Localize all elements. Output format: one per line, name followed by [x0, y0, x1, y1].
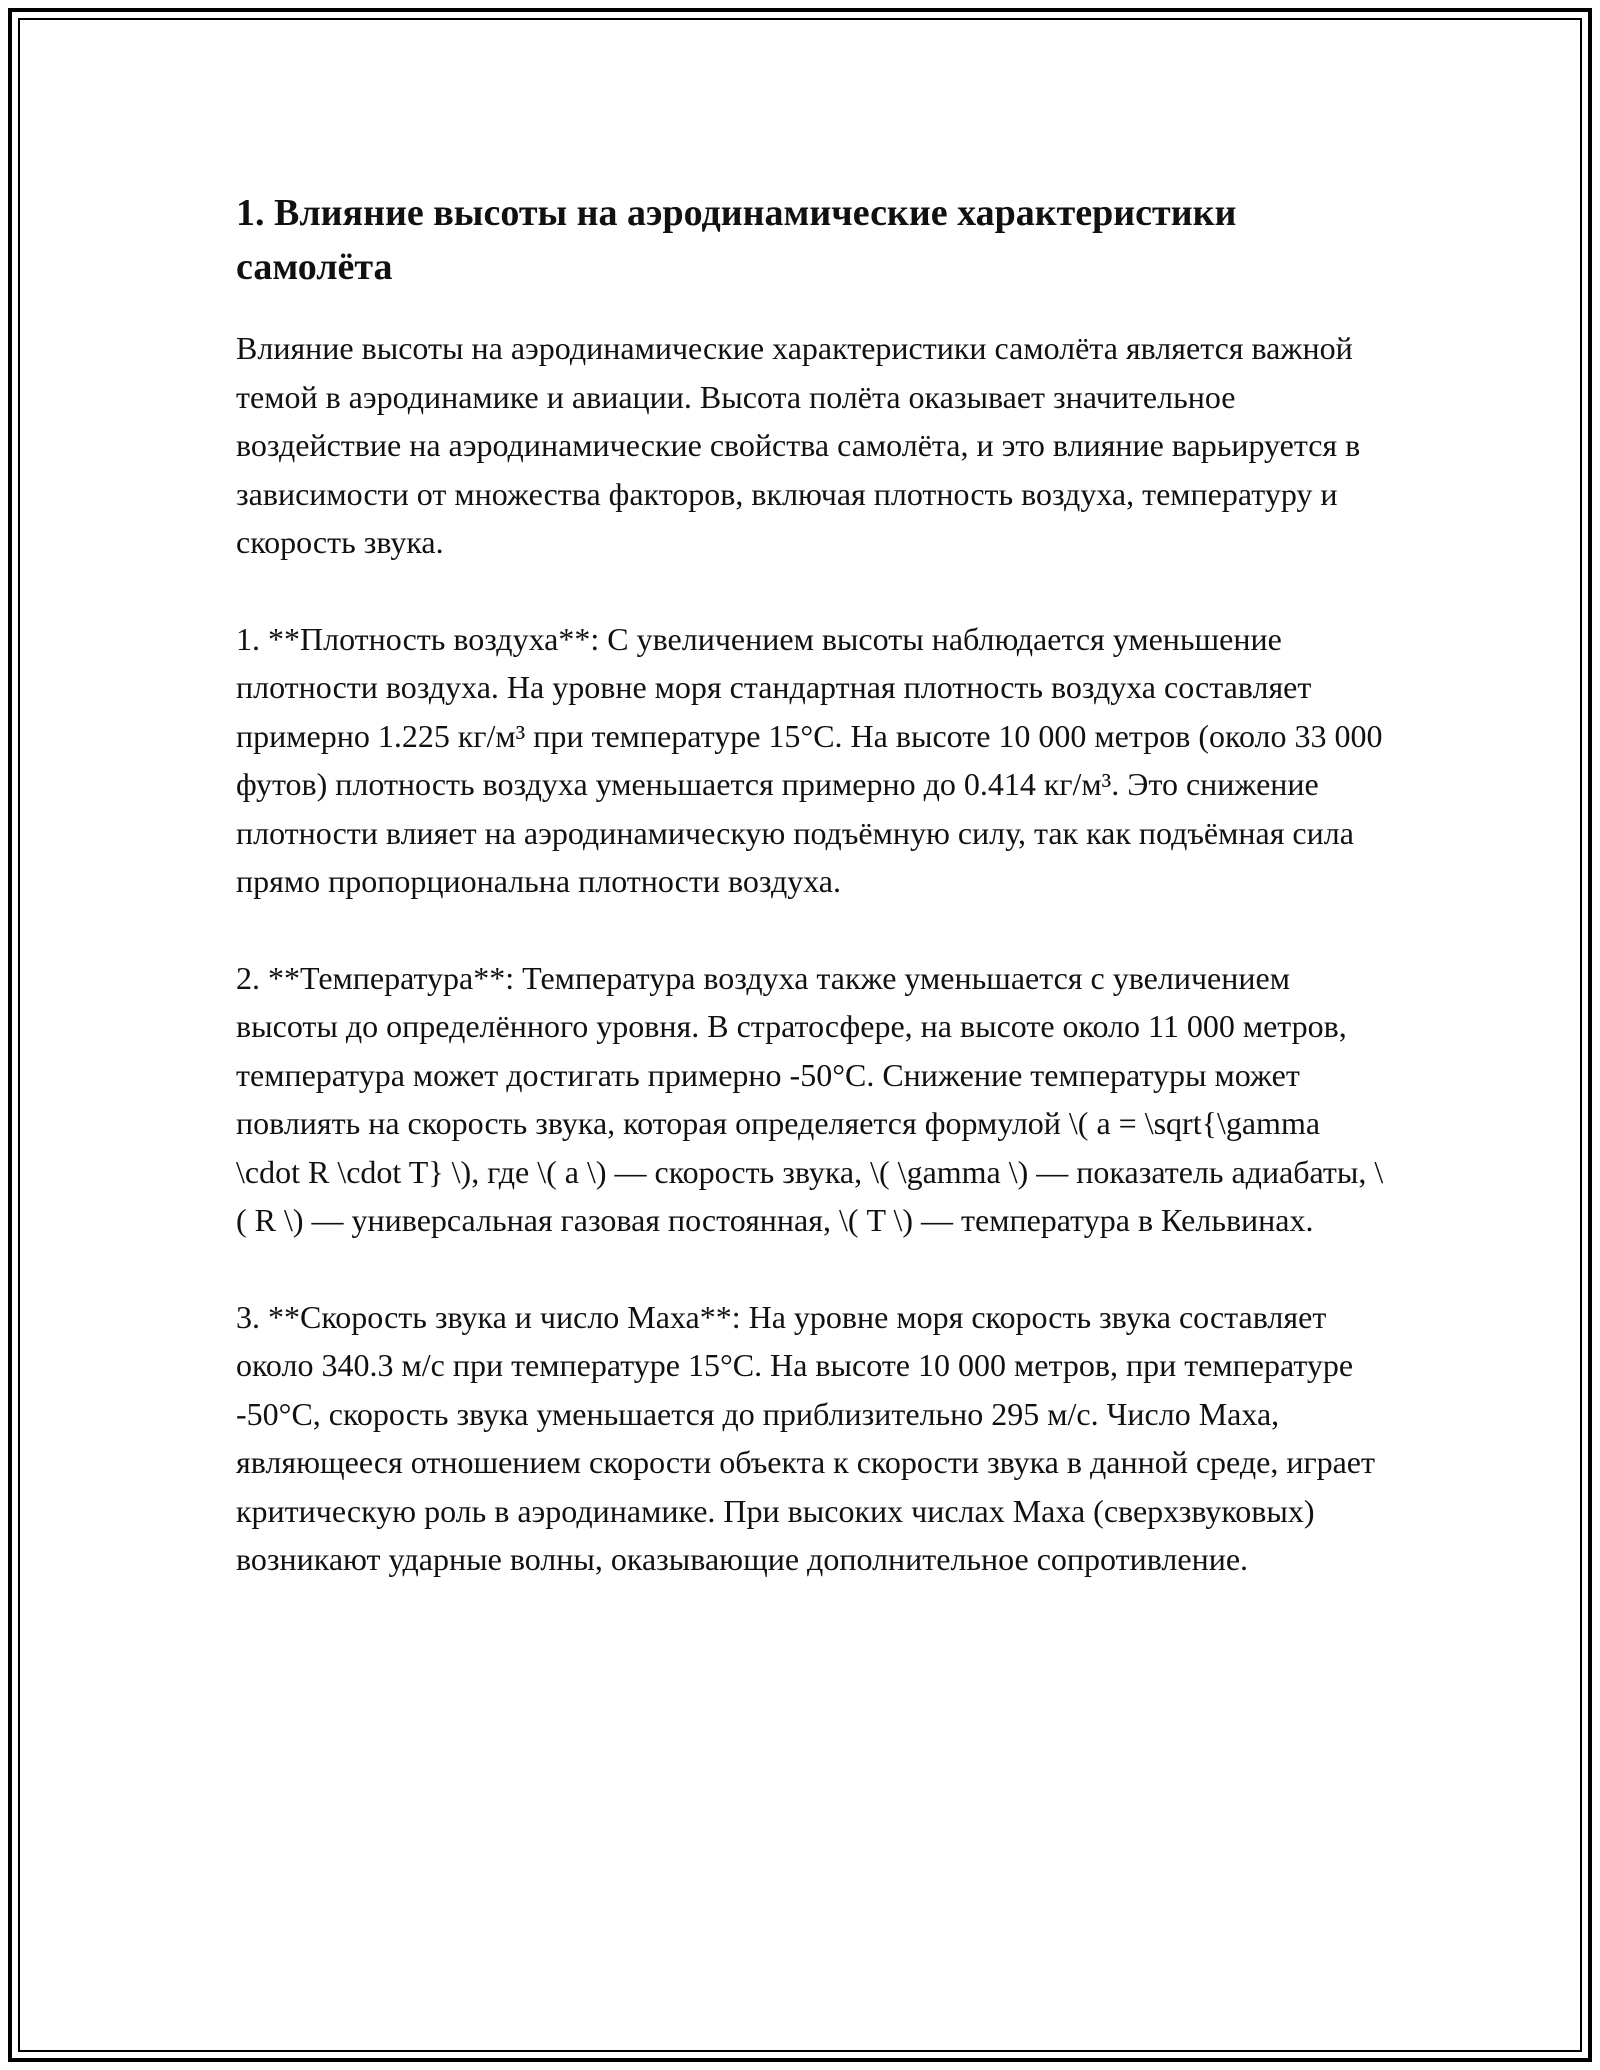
paragraph-air-density: 1. **Плотность воздуха**: С увеличением высоты наблюдается уменьшение плотности воздуха. На уровне моря стандартная плотность воздуха составляет примерно 1.225 кг/м³ при температуре 15°C. На высоте 10 000 метров (около 33 000 футов) плотность воздуха уменьшается примерно до 0.414 кг/м³. Это снижение плотности влияет на аэродинамическую подъёмную силу, так как подъёмная сила прямо пропорциональна плотности воздуха.	[236, 620, 1383, 899]
document-body	[236, 186, 1386, 1632]
paragraph-speed-of-sound-mach: 3. **Скорость звука и число Маха**: На уровне моря скорость звука составляет около 340.3 м/с при температуре 15°C. На высоте 10 000 метров, при температуре -50°C, скорость звука уменьшается до приблизительно 295 м/с. Число Маха, являющееся отношением скорости объекта к скорости звука в данной среде, играет критическую роль в аэродинамике. При высоких числах Маха (сверхзвуковых) возникают ударные волны, оказывающие дополнительное сопротивление.	[236, 1298, 1375, 1577]
intro-paragraph: Влияние высоты на аэродинамические характеристики самолёта является важной темой в аэродинамике и авиации. Высота полёта оказывает значительное воздействие на аэродинамические свойства самолёта, и это влияние варьируется в зависимости от множества факторов, включая плотность воздуха, температуру и скорость звука.	[236, 330, 1361, 560]
section-title: 1. Влияние высоты на аэродинамические характеристики самолёта	[236, 192, 1237, 288]
paragraph-temperature: 2. **Температура**: Температура воздуха также уменьшается с увеличением высоты до определённого уровня. В стратосфере, на высоте около 11 000 метров, температура может достигать примерно -50°C. Снижение температуры может повлиять на скорость звука, которая определяется формулой \( a = \sqrt{\gamma \cdot R \cdot T} \), где \( a \) — скорость звука, \( \gamma \) — показатель адиабаты, \( R \) — универсальная газовая постоянная, \( T \) — температура в Кельвинах.	[236, 959, 1384, 1238]
